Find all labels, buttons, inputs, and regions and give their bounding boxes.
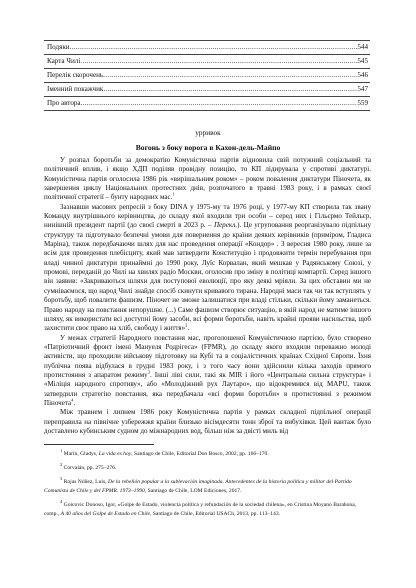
italic-text: De la rebelión popular a la sublevación imaginada. Antecedentes de la historia política y militar del Partido Comunista de Chile y del FPMR. 1973–1990 [44,478,352,494]
footnote-divider [44,444,154,445]
text-run: Зазнавши масових репресій з боку DINA у 1975-му та 1976 році, у 1977-му КП створила так звану Команду внутрішнього керівництва, до складу якої входили три особи – серед них і Гільєрмо Тейльєр, нинішній президент партії (до своєї смерті в 2023 р. – [44,202,371,230]
text-run: . [73,398,76,407]
chapter-title: Вогонь з боку ворога в Кахон-дель-Майпо [135,143,281,152]
toc-entry-label: Іменний покажчик [47,85,104,93]
text-run: Marín, Gladys, [62,451,99,457]
text-run: Rojas Núñez, Luis, [62,478,108,485]
toc-entry-page: 545 [357,57,368,65]
toc-leader-dots [70,41,358,54]
toc-entry[interactable] [44,40,370,54]
footnote-ref[interactable]: 1 [172,192,175,198]
footnote [44,475,371,496]
toc-leader-dots [103,69,357,82]
paragraph [44,203,371,334]
table-of-contents [44,40,370,111]
toc-entry-label: Перелік скорочень [47,71,104,79]
footnote [44,461,371,473]
toc-leader-dots [81,97,358,110]
toc-entry-label: Карта Чилі [47,57,81,65]
text-run: Corvalán, pp. 275–276. [62,464,117,471]
toc-entry-page: 546 [357,71,368,79]
section-subtitle: урривок [195,128,221,137]
toc-leader-dots [80,55,357,68]
toc-entry-page: 559 [357,99,368,107]
body-text [44,156,371,436]
footnotes [44,450,371,524]
text-run: ). Це угруповання реорганізувало підпільну структуру та підготувало безпечні умови для повернення до країни деяких керівників (приміром, Гладиса Маріна), також передбачаючи шлях для нас проведення операції «Кондор» . З вересня 1980 року, лише за всім для проведення плебісциту, який мав затвердити Конституцію і продовжити термін перебування при владі чинної диктатури принаймні до 1990 року, Луїс Корвалан, який мешкав у Радянському Союзі, у промові, переданій до Чилі на хвилях радіо Москви, оголосив про зміну в політиці компартії. Серед іншого він заявив: «Закриваються шляхи для поступової еволюції, про яку деякі мріяли. За цих обставин ми не сумніваємося, що народ Чилі знайде спосіб скинути кривавого тирана. Народні маси так чи так вступлять у боротьбу, щоб повалити фашизм. Піночет не зможе залишатися при владі стільки, скільки йому заманеться. Право народу на повстання непорушне. (...) Саме фашизм створює ситуацію, в якій народ не матиме іншого шляху, як використати всі доступні йому засоби, всі форми боротьби, навіть крайні прояви насильства, щоб захистити своє право на хліб, свободу і життя» [44,221,371,333]
paragraph [44,156,371,203]
italic-text: Перекл. [213,221,238,230]
text-run: У межах стратегії Народного повстання мас, проголошеної Комуністичною партією, було створено «Патріотичний фронт імені Мануеля Родрігеса» (FPMR), до складу якого входили переважно молоді активісти, що проходили військову підготовку на Кубі та в соціалістичних країнах Східної Європи. Їхня публічна поява відбулася в грудні 1983 року, і з того часу вони здійснили кілька заходів прямого протистояння з апаратом режиму [44,333,371,379]
footnote-number: 4 [60,498,63,504]
toc-entry[interactable] [44,68,370,82]
footnote-number: 1 [60,448,63,454]
toc-leader-dots [103,83,357,96]
text-run: , Santiago de Chile, Editorial Don Bosco, 2002, pp. 166–170. [131,451,269,457]
text-run: Goicovic Donoso, Igor, «Golpe de Estado, violencia política y refundación de la sociedad chilena», en Cristina Moyano Barahona, comp., [44,501,357,517]
footnote-ref[interactable]: 3 [147,369,150,375]
text-run: , Santiago de Chile, Editorial USACh, 2013, pp. 113–143. [150,510,281,517]
paragraph [44,408,371,436]
italic-text: A 40 años del Golpe de Estado en Chile [60,510,151,517]
paragraph [44,334,371,409]
text-run: . [187,324,190,333]
toc-entry-page: 547 [357,85,368,93]
footnote-number: 3 [60,475,63,481]
footnote [44,498,371,519]
toc-entry-page: 544 [357,43,368,51]
footnote-ref[interactable]: 4 [71,397,74,403]
text-run: Між травнем і липнем 1986 року Комуністична партія у рамках складної підпільної операції переправила на північне узбережжя країни близько вісімдесяти тонн зброї та вибухівки. Цей вантаж було доставлено кубинським судном до міжнародних вод, більш ніж за двісті миль від [44,408,371,435]
toc-entry[interactable] [44,54,370,68]
text-run: , Santiago de Chile, LOM Ediciones, 2017. [144,487,242,494]
text-run: У розпал боротьби за демократію Комуністична партія відновила свій потужний соціальний та політичний вплив, і якщо ХДП поділяв провідну позицію, то КП лідирувала у спротиві диктатурі. Комуністична партія оголосила 1986 рік «вирішальним роком» – роком повалення диктатури Піночета, як завершення циклу Національних протестних днів, розпочатого в травні 1983 року, і в рамках своєї політичної стратегії – бунту народних мас. [44,156,371,202]
toc-entry[interactable] [44,82,370,96]
footnote-number: 2 [60,461,63,467]
toc-entry-label: Про автора [47,99,81,107]
toc-entry[interactable] [44,96,370,111]
text-run: . Інші ліві сили, такі як MIR і його «Центральна сильна структура» і «Міліція народного спротиву», або «Молодіжний рух Лаутаро», що відокремився від MAPU, також затвердили стратегію повстання, яка передбачала «всі форми боротьби» в протистоянні з режимом Піночета [44,370,372,407]
footnote-ref[interactable]: 2 [185,322,188,328]
italic-text: La vida es hoy [98,451,132,457]
toc-entry-label: Подяки [47,43,70,51]
footnote [44,450,371,459]
